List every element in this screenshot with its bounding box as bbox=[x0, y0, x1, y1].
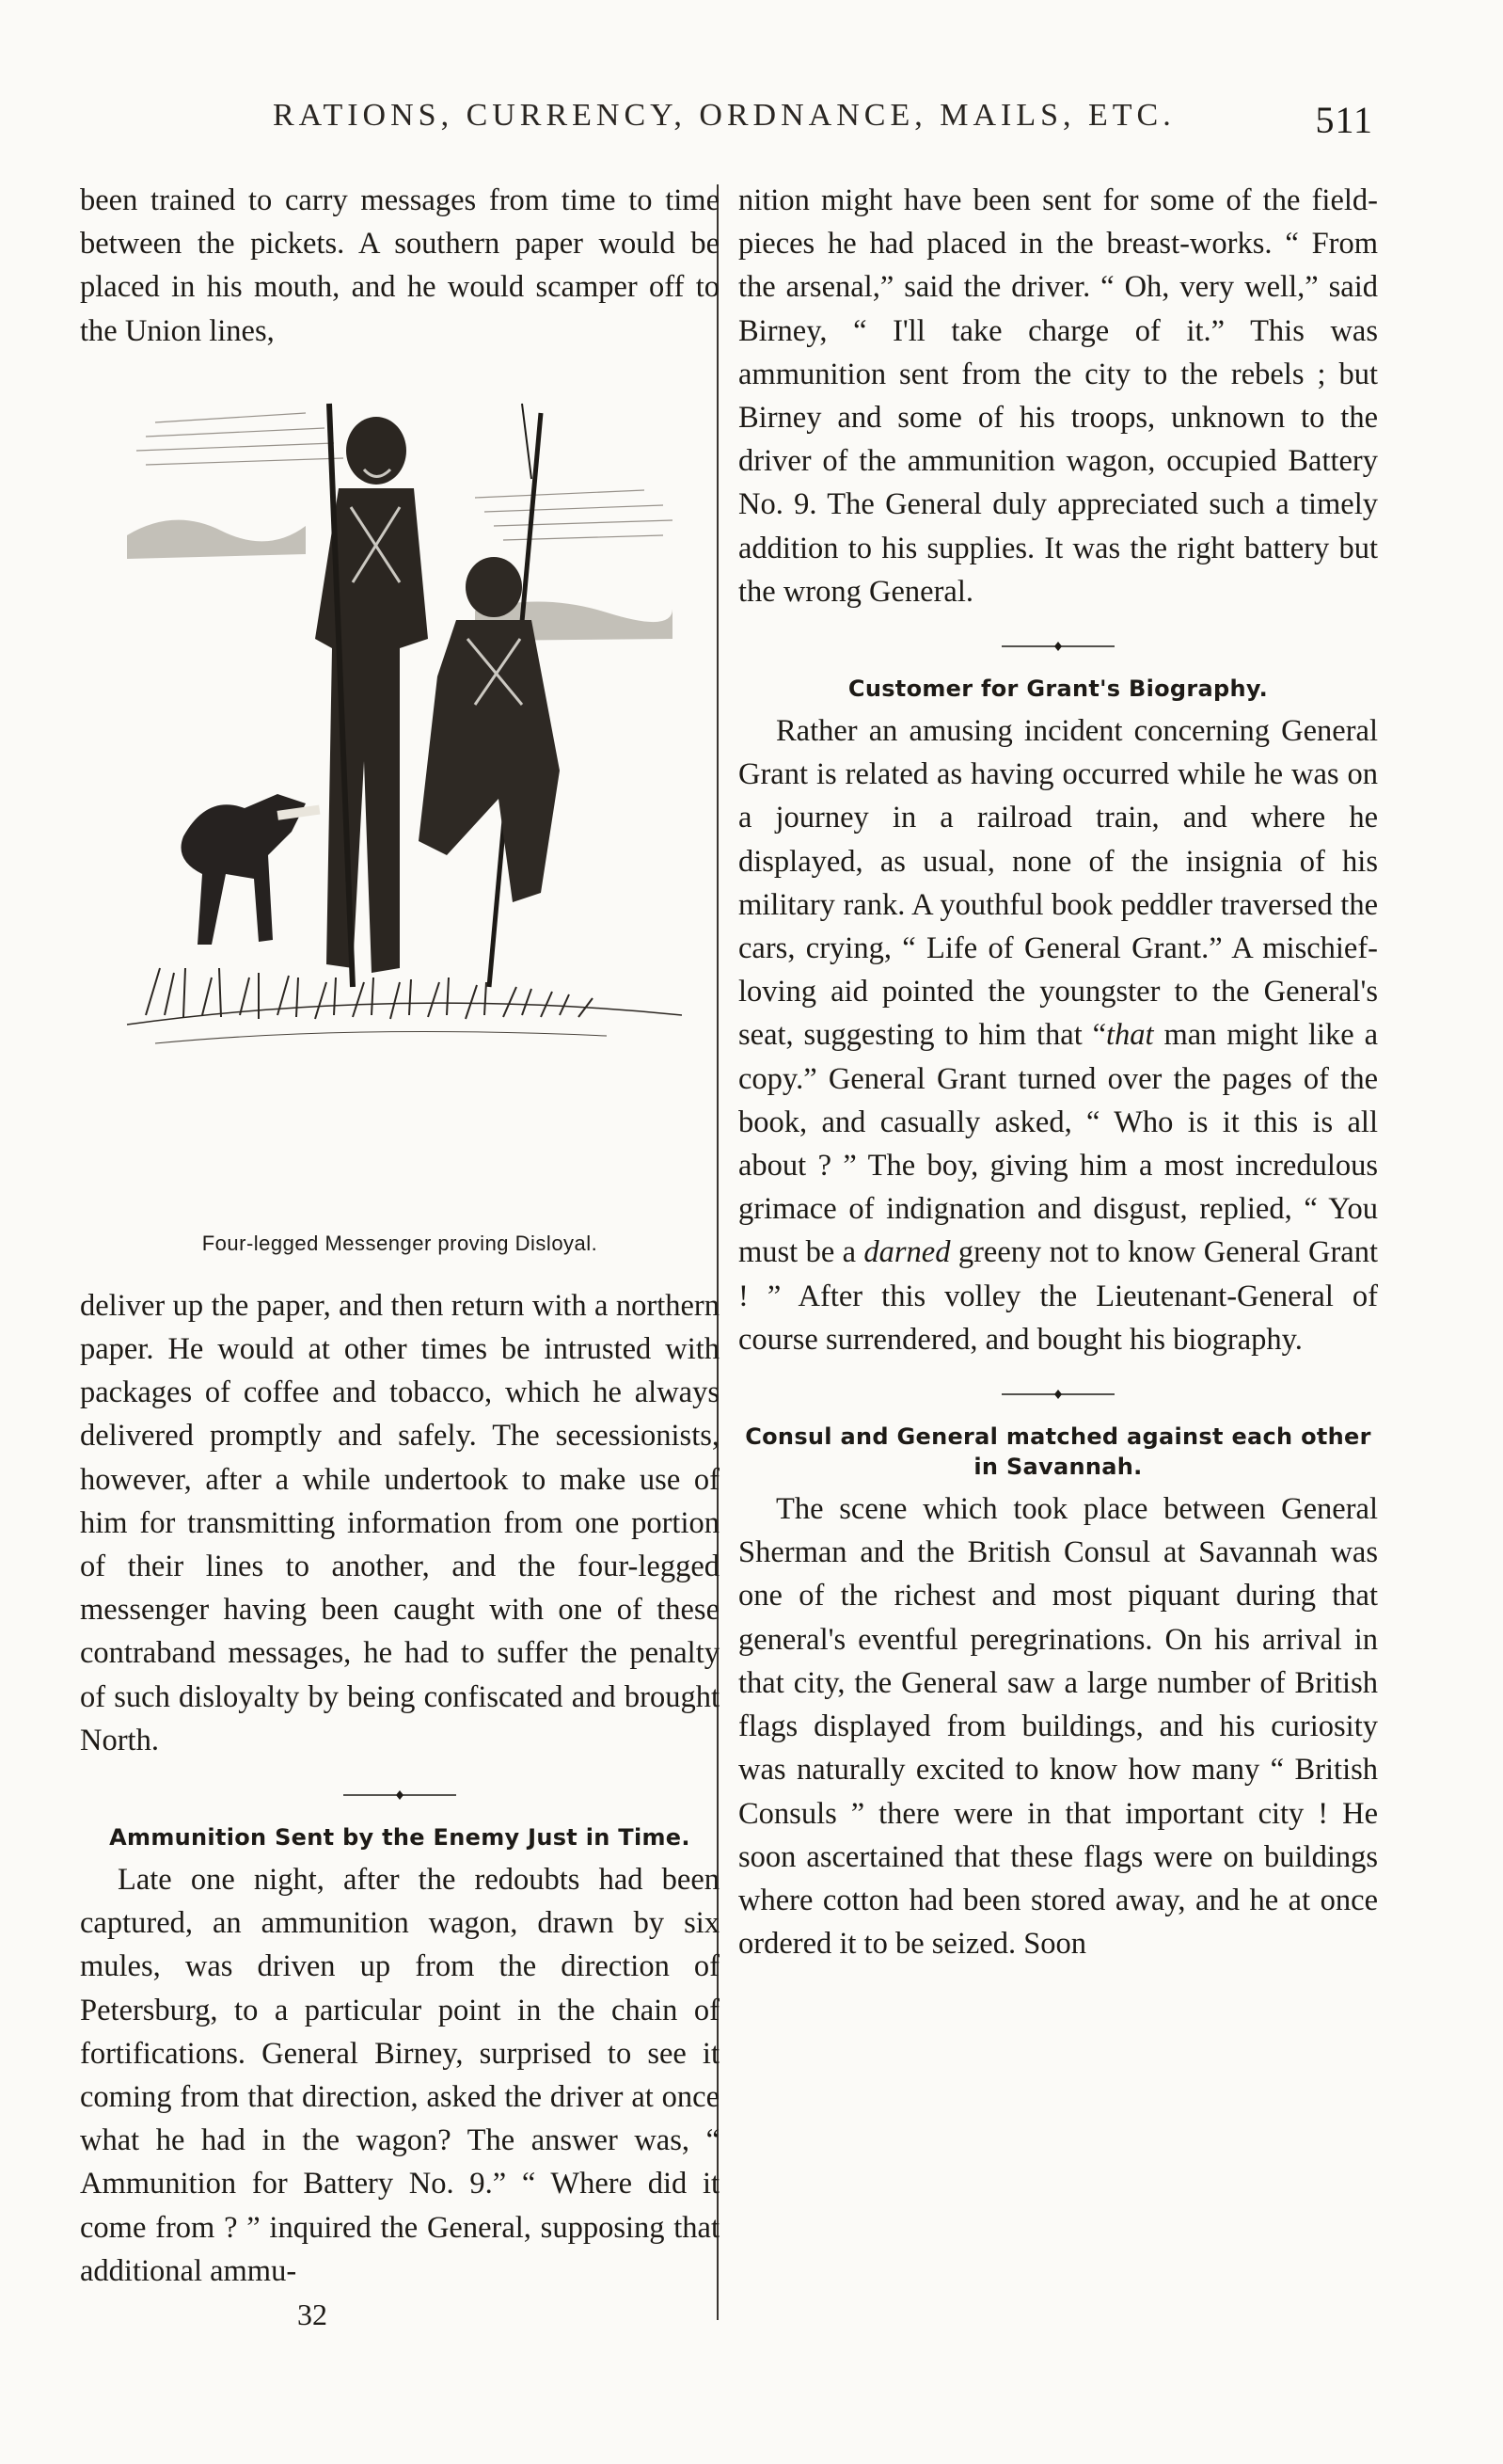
section-ornament bbox=[1002, 1386, 1115, 1403]
paragraph-text: man might like a copy.” General Grant turned over the pages of the book, and casually asked, “ Who is it this is all about ? ” The boy, giving him a most incredulous grimace of indignation and disgust, replied, “ You must be a bbox=[738, 1018, 1378, 1270]
illustration-figure bbox=[80, 366, 720, 1277]
section-title-ammunition: Ammunition Sent by the Enemy Just in Time. bbox=[109, 1824, 690, 1852]
page-number: 511 bbox=[1315, 99, 1373, 141]
left-paragraph-1: been trained to carry messages from time to time between the pickets. A southern paper would be placed in his mouth, and he would scamper off to the Union lines, bbox=[80, 183, 720, 348]
section-ornament bbox=[1002, 638, 1115, 655]
paragraph-text: greeny not to know General Grant ! ” After this volley the Lieutenant-General of course surrendered, and bought his biography. bbox=[738, 1235, 1378, 1357]
right-paragraph-2 bbox=[738, 709, 1378, 1361]
emphasis-darned: darned bbox=[863, 1235, 951, 1270]
section-ornament bbox=[343, 1787, 456, 1804]
signature-mark: 32 bbox=[297, 2297, 327, 2331]
left-paragraph-2: deliver up the paper, and then return with a northern paper. He would at other times be intrusted with packages of coffee and tobacco, which he always delivered promptly and safely. The secessionists, however, after a while undertook to make use of him for transmitting information from one portion of their lines to another, and the four-legged messenger having been caught with one of these contraband messages, he had to suffer the penalty of such disloyalty by being confiscated and brought North. bbox=[80, 1288, 720, 1757]
paragraph-text: Rather an amusing incident concerning General Grant is related as having occurred while he was on a journey in a railroad train, and where he displayed, as usual, none of the insignia of his military rank. A youthful book peddler traversed the cars, crying, “ Life of General Grant.” A mischief-loving aid pointed the youngster to the General's seat, suggesting to him that “ bbox=[738, 714, 1378, 1053]
left-column bbox=[80, 179, 720, 2293]
section-title-grant-biography: Customer for Grant's Biography. bbox=[847, 676, 1269, 703]
soldiers-dog-engraving bbox=[118, 366, 682, 1213]
running-header bbox=[75, 98, 1373, 145]
right-column bbox=[738, 179, 1378, 1965]
figure-caption: Four-legged Messenger proving Disloyal. bbox=[201, 1231, 598, 1255]
right-paragraph-1: nition might have been sent for some of the field-pieces he had placed in the breast-works. “ From the arsenal,” said the driver. “ Oh, very well,” said Birney, “ I'll take charge of it.” This was ammunition sent from the city to the rebels ; but Birney and some of his troops, unknown to the driver of the ammunition wagon, occupied Battery No. 9. The General duly appreciated such a timely addition to his supplies. It was the right battery but the wrong General. bbox=[738, 183, 1378, 609]
left-paragraph-3: Late one night, after the redoubts had been captured, an ammunition wagon, drawn by six mules, was driven up from the direction of Petersburg, to a particular point in the chain of fortifications. General Birney, surprised to see it coming from that direction, asked the driver at once what he had in the wagon? The answer was, “ Ammunition for Battery No. 9.” “ Where did it come from ? ” inquired the General, supposing that additional ammu- bbox=[80, 1863, 720, 2288]
running-title: RATIONS, CURRENCY, ORDNANCE, MAILS, ETC. bbox=[273, 98, 1176, 133]
section-title-consul-general: Consul and General matched against each other in Savannah. bbox=[745, 1423, 1371, 1481]
right-paragraph-3: The scene which took place between General Sherman and the British Consul at Savannah was one of the richest and most piquant during that general's eventful peregrinations. On his arrival in that city, the General saw a large number of British flags displayed from buildings, and his curiosity was naturally excited to know how many “ British Consuls ” there were in that important city ! He soon ascertained that these flags were on buildings where cotton had been stored away, and he at once ordered it to be seized. Soon bbox=[738, 1492, 1378, 1962]
emphasis-that: that bbox=[1106, 1018, 1154, 1053]
